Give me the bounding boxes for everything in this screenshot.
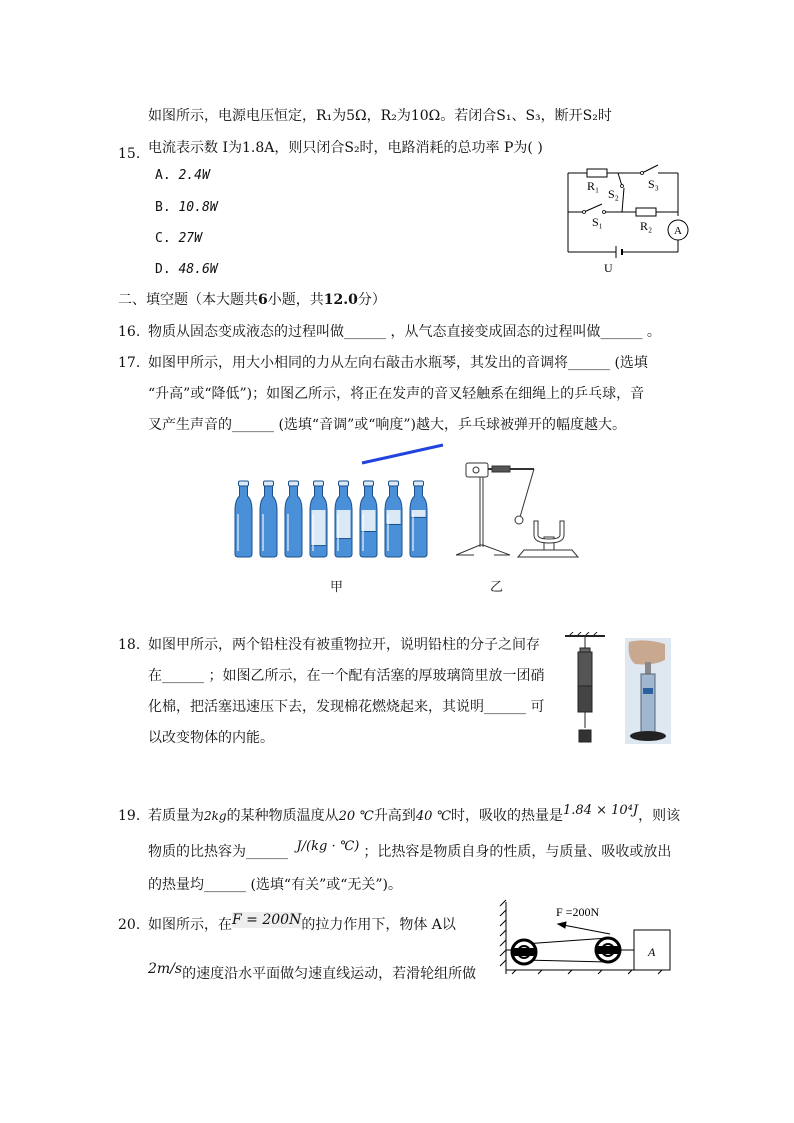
q18-line3: 化棉，把活塞迅速压下去，发现棉花燃烧起来，其说明______ 可: [148, 699, 545, 715]
label-s3: S₃: [648, 177, 659, 191]
bottle: [235, 481, 252, 557]
q19-temp-start: 20 ℃: [338, 809, 374, 824]
resistor-r2: [636, 208, 656, 216]
caption-yi: 乙: [490, 580, 504, 595]
option-text: 10.8W: [178, 200, 218, 215]
q15-number: 15.: [118, 146, 141, 162]
q18-line4: 以改变物体的内能。: [148, 730, 274, 746]
q19-text-d: 时，吸收的热量是: [451, 808, 564, 824]
q19-number: 19.: [118, 808, 141, 824]
option-label: D.: [155, 262, 171, 277]
q16-text: 物质从固态变成液态的过程叫做______ ，从气态直接变成固态的过程叫做______ 。: [148, 324, 661, 340]
q20-text-a: 如图所示，在: [148, 917, 232, 933]
water-bottle-xylophone-figure: [225, 440, 450, 565]
caption-jia: 甲: [330, 580, 344, 595]
q18-number: 18.: [118, 637, 141, 653]
fig-force-label: F =200N: [556, 905, 600, 919]
section-title: [118, 290, 386, 310]
q20-text-b: 的拉力作用下，物体 A以: [301, 917, 456, 933]
option-text: 27W: [178, 231, 202, 246]
tuning-fork-figure: [452, 455, 587, 565]
q15-line1: 如图所示，电源电压恒定，R₁为5Ω，R₂为10Ω。若闭合S₁、S₃，断开S₂时: [148, 108, 612, 124]
ping-pong-ball: [515, 516, 523, 524]
fig-block-label: A: [648, 945, 656, 959]
mallet: [362, 445, 443, 463]
option-label: C.: [155, 231, 171, 246]
section-title-c: 分）: [357, 292, 386, 308]
q19-temp-end: 40 ℃: [415, 809, 452, 824]
q20-force: F = 200N: [232, 912, 302, 928]
q15-option-a[interactable]: [155, 166, 210, 186]
q19-text-b: 的某种物质温度从: [226, 808, 339, 824]
q20-line1: [148, 912, 456, 935]
pulley-system-figure: [498, 898, 674, 980]
option-label: B.: [155, 200, 171, 215]
bottle: [385, 481, 402, 557]
resistor-r1: [587, 169, 607, 177]
q18-line1: 如图甲所示，两个铅柱没有被重物拉开，说明铅柱的分子之间存: [148, 637, 540, 653]
q20-number: 20.: [118, 917, 141, 933]
q17-line3: 叉产生声音的______ (选填“音调”或“响度”)越大，乒乓球被弹开的幅度越大。: [148, 417, 627, 433]
label-r2: R₂: [640, 219, 653, 233]
q16-number: 16.: [118, 324, 141, 340]
q20-text-b2: 的速度沿水平面做匀速直线运动，若滑轮组所做: [182, 966, 477, 982]
q19-text-a: 若质量为: [148, 808, 204, 824]
q18-line2: 在______ ；如图乙所示，在一个配有活塞的厚玻璃筒里放一团硝: [148, 668, 545, 684]
q19-text-e: ，则该: [638, 808, 681, 824]
q17-line1: 如图甲所示，用大小相同的力从左向右敲击水瓶琴，其发出的音调将______ (选填: [148, 355, 648, 371]
glass-cylinder-photo: [625, 638, 671, 744]
label-r1: R₁: [587, 179, 600, 193]
q20-line2: [148, 961, 477, 984]
q19-line2: [148, 839, 672, 863]
q19-text-g: ；比热容是物质自身的性质，与质量、吸收或放出: [363, 844, 672, 860]
bottle: [260, 481, 277, 557]
q20-speed: 2m/s: [148, 961, 183, 977]
option-text: 48.6W: [178, 262, 218, 277]
circuit-diagram: [560, 160, 700, 278]
q19-line1: [148, 803, 681, 827]
q15-line2: 电流表示数 I为1.8A，则只闭合S₂时，电路消耗的总功率 P为( ): [148, 140, 543, 156]
label-ammeter: A: [674, 225, 682, 237]
option-text: 2.4W: [178, 168, 210, 183]
bottle: [410, 481, 427, 557]
label-source: U: [604, 261, 613, 275]
section-count: 6: [258, 292, 268, 308]
q19-unit: J/(kg · ℃): [296, 839, 360, 854]
section-title-a: 二、填空题（本大题共: [118, 292, 258, 308]
label-s2: S₂: [608, 187, 619, 201]
bottle: [310, 481, 327, 557]
q17-number: 17.: [118, 355, 141, 371]
q15-option-b[interactable]: [155, 198, 218, 218]
bottle: [360, 481, 377, 557]
q17-line2: “升高”或“降低”)；如图乙所示，将正在发声的音叉轻触系在细绳上的乒乓球，音: [148, 386, 645, 402]
option-label: A.: [155, 168, 171, 183]
section-title-b: 小题，共: [267, 292, 324, 308]
q19-text-f: 物质的比热容为______: [148, 844, 293, 860]
q19-text-c: 升高到: [373, 808, 416, 824]
q19-mass: 2kg: [204, 809, 227, 823]
q19-line3: 的热量均______ (选填“有关”或“无关”)。: [148, 877, 403, 893]
label-s1: S₁: [592, 215, 603, 229]
lead-cylinders-figure: [565, 632, 605, 750]
q15-option-c[interactable]: [155, 229, 202, 249]
q15-option-d[interactable]: [155, 260, 218, 280]
bottle: [335, 481, 352, 557]
bottle: [285, 481, 302, 557]
q19-heat: 1.84 × 10⁴J: [563, 803, 639, 818]
section-score: 12.0: [323, 292, 358, 308]
